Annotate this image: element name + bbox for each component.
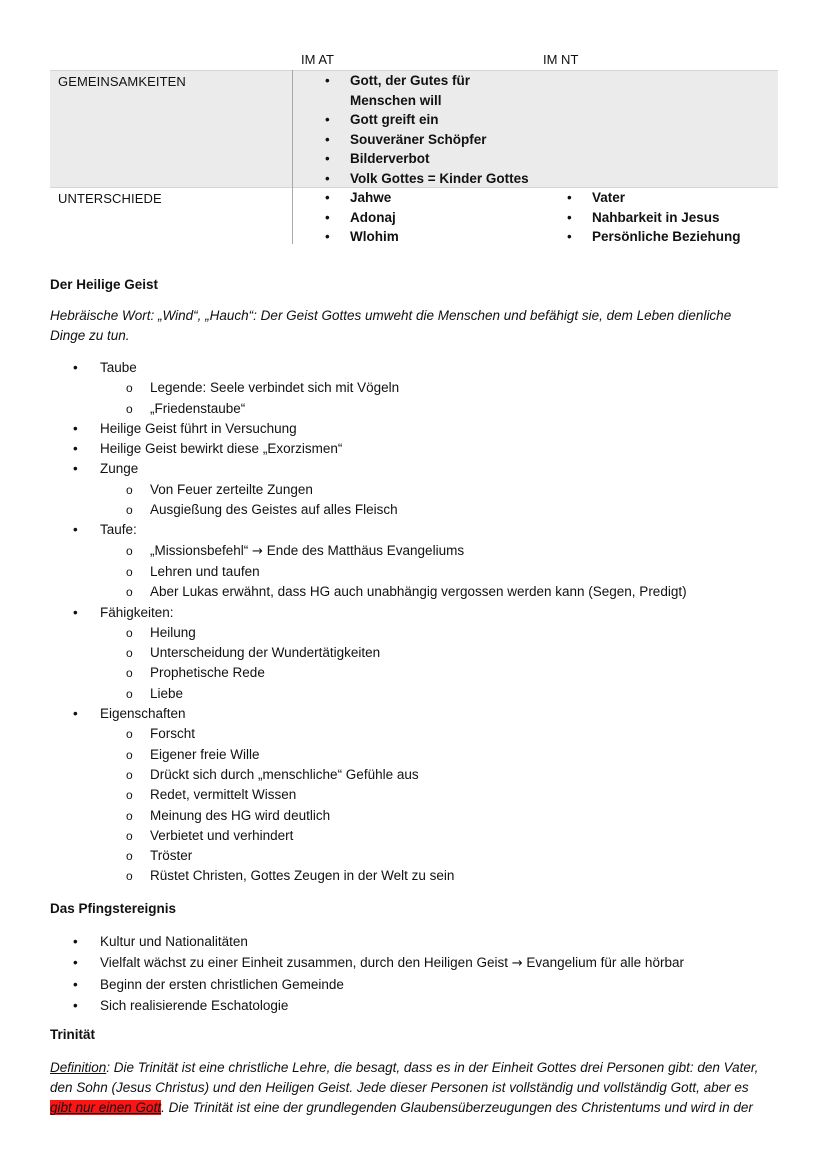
bullet-text: Adonaj: [350, 209, 396, 225]
bullet-marker: •: [73, 604, 78, 620]
table-bullet-item: [562, 227, 772, 247]
bullet-marker: o: [126, 585, 133, 600]
bullet-marker: o: [126, 686, 133, 701]
sub-list-item: [50, 785, 770, 805]
list-item-text: Kultur und Nationalitäten: [100, 934, 248, 949]
bullet-marker: •: [73, 955, 78, 970]
list-item: [50, 931, 770, 952]
definition-text: : Die Trinität ist eine christliche Lehre, die besagt, dass es in der Einheit Gottes drei Personen gibt: den Vater,: [106, 1060, 759, 1075]
table-divider: [292, 70, 293, 244]
list-item-text: Sich realisierende Eschatologie: [100, 998, 289, 1013]
table-bullet-item: [320, 169, 540, 189]
section-title-heiliger-geist: Der Heilige Geist: [50, 277, 159, 292]
bullet-marker: •: [567, 209, 572, 225]
bullet-marker: •: [73, 998, 78, 1013]
list-item: [50, 439, 770, 459]
sub-list-item: [50, 399, 770, 419]
bullet-marker: o: [126, 808, 133, 823]
bullet-marker: •: [325, 131, 330, 147]
table-row-unterschiede: [50, 187, 778, 246]
list-item-text: Eigenschaften: [100, 706, 186, 722]
bullet-marker: •: [73, 706, 78, 722]
geist-intro-line: Dinge zu tun.: [50, 328, 130, 343]
bullet-marker: •: [73, 360, 78, 375]
sub-list-item: [50, 846, 770, 866]
bullet-marker: •: [73, 420, 78, 436]
bullet-marker: •: [73, 977, 78, 992]
bullet-text: Souveräner Schöpfer: [350, 131, 487, 147]
list-item-text: Tröster: [150, 848, 193, 864]
table-bullet-item: [320, 110, 540, 130]
sub-list-item: [50, 765, 770, 785]
list-item-text: Redet, vermittelt Wissen: [150, 787, 297, 803]
list-item-text: Vielfalt wächst zu einer Einheit zusammen, durch den Heiligen Geist → Evangelium für alle hörbar: [100, 955, 684, 971]
trinitaet-line-1: [50, 1058, 780, 1078]
sub-list-item: [50, 806, 770, 826]
list-item-text: Meinung des HG wird deutlich: [150, 807, 331, 823]
bullet-marker: •: [325, 229, 330, 244]
list-item: [50, 952, 770, 974]
table-bullet-item: [320, 208, 540, 228]
list-item-text: „Friedenstaube“: [150, 400, 246, 416]
bullet-marker: •: [325, 73, 330, 88]
table-bullet-item: [320, 71, 540, 91]
bullet-marker: o: [126, 849, 133, 864]
section-title-trinitaet: Trinität: [50, 1027, 96, 1042]
sub-list-item: [50, 541, 770, 562]
list-item-text: Beginn der ersten christlichen Gemeinde: [100, 977, 344, 992]
bullet-marker: •: [325, 209, 330, 225]
list-item: [50, 704, 770, 724]
arrow-icon: →: [252, 543, 263, 559]
bullet-text: Menschen will: [350, 92, 442, 108]
table-bullet-item: [320, 149, 540, 169]
list-item-text: Liebe: [150, 685, 184, 701]
bullet-marker: o: [126, 482, 133, 497]
table-row-gemeinsamkeiten: [50, 70, 778, 187]
table-bullet-item: [320, 130, 540, 150]
sub-list-item: [50, 582, 770, 602]
list-item: [50, 603, 770, 623]
bullet-marker: •: [73, 441, 78, 457]
bullet-marker: •: [567, 190, 572, 205]
bullet-marker: o: [126, 788, 133, 803]
table-bullet-item: [320, 188, 540, 208]
table-bullet-item: [562, 208, 772, 228]
list-item-text: Legende: Seele verbindet sich mit Vögeln: [150, 380, 400, 396]
highlighted-text: gibt nur einen Gott: [50, 1100, 162, 1115]
bullet-marker: o: [126, 828, 133, 843]
bullet-marker: o: [126, 646, 133, 661]
bullet-marker: •: [325, 190, 330, 205]
column-header-nt: IM NT: [543, 52, 579, 67]
list-item-text: Aber Lukas erwähnt, dass HG auch unabhängig vergossen werden kann (Segen, Predigt): [150, 584, 687, 600]
comparison-table: [50, 50, 778, 246]
geist-intro-line: Hebräische Wort: „Wind“, „Hauch“: Der Geist Gottes umweht die Menschen und befähigt sie, dem Leben dienliche: [50, 308, 732, 323]
bullet-marker: o: [126, 666, 133, 681]
trinitaet-definition: [50, 1058, 780, 1118]
list-item: [50, 995, 770, 1016]
bullet-marker: •: [325, 170, 330, 186]
sub-list-item: [50, 643, 770, 663]
bullet-marker: •: [325, 151, 330, 166]
list-item: [50, 358, 770, 378]
bullet-text: Volk Gottes = Kinder Gottes: [350, 170, 529, 186]
row-label: GEMEINSAMKEITEN: [58, 74, 186, 89]
column-header-at: IM AT: [301, 52, 334, 67]
list-item-text: Heilung: [150, 624, 196, 640]
cell-at: [320, 188, 540, 247]
bullet-text: Gott greift ein: [350, 112, 439, 127]
bullet-text: Wlohim: [350, 229, 399, 244]
sub-list-item: [50, 562, 770, 582]
list-item-text: Fähigkeiten:: [100, 604, 174, 620]
sub-list-item: [50, 663, 770, 683]
bullet-marker: •: [73, 934, 78, 949]
geist-intro: [50, 306, 770, 346]
bullet-marker: o: [126, 869, 133, 884]
sub-list-item: [50, 378, 770, 398]
definition-label: Definition: [50, 1060, 107, 1075]
sub-list-item: [50, 623, 770, 643]
bullet-text: Gott, der Gutes für: [350, 73, 471, 88]
bullet-marker: •: [73, 522, 78, 538]
table-bullet-item: [562, 188, 772, 208]
sub-list-item: [50, 745, 770, 765]
trinitaet-line-2: den Sohn (Jesus Christus) und den Heiligen Geist. Jede dieser Personen ist vollständig und vollständig Gott, aber es: [50, 1080, 749, 1095]
bullet-marker: o: [126, 401, 133, 416]
list-item-text: Drückt sich durch „menschliche“ Gefühle aus: [150, 766, 419, 782]
bullet-marker: o: [126, 564, 133, 579]
list-item-text: Heilige Geist führt in Versuchung: [100, 420, 297, 436]
bullet-marker: •: [567, 229, 572, 244]
definition-text: . Die Trinität ist eine der grundlegenden Glaubensüberzeugungen des Christentums und wird in der: [161, 1100, 753, 1115]
sub-list-item: [50, 826, 770, 846]
bullet-marker: o: [126, 625, 133, 640]
list-item: [50, 419, 770, 439]
geist-list: [50, 358, 770, 887]
sub-list-item: [50, 724, 770, 744]
trinitaet-line-3: [50, 1098, 780, 1118]
list-item-text: Forscht: [150, 726, 196, 742]
bullet-marker: o: [126, 727, 133, 742]
sub-list-item: [50, 684, 770, 704]
bullet-marker: o: [126, 543, 133, 558]
list-item-text: Zunge: [100, 461, 139, 477]
list-item: [50, 520, 770, 540]
bullet-marker: •: [73, 461, 78, 477]
arrow-icon: →: [511, 956, 523, 971]
list-item-text: Taufe:: [100, 522, 137, 538]
bullet-marker: o: [126, 767, 133, 782]
list-item-text: Unterscheidung der Wundertätigkeiten: [150, 645, 381, 661]
pfingst-list: [50, 931, 770, 1016]
sub-list-item: [50, 480, 770, 500]
list-item-text: Lehren und taufen: [150, 563, 260, 579]
list-item-text: Von Feuer zerteilte Zungen: [150, 481, 313, 497]
list-item-text: Rüstet Christen, Gottes Zeugen in der Welt zu sein: [150, 868, 455, 884]
bullet-text: Vater: [592, 190, 626, 205]
row-label: UNTERSCHIEDE: [58, 191, 162, 206]
list-item-text: Eigener freie Wille: [150, 746, 260, 762]
list-item: [50, 974, 770, 995]
list-item-text: Ausgießung des Geistes auf alles Fleisch: [150, 502, 398, 518]
bullet-marker: •: [325, 112, 330, 127]
bullet-marker: o: [126, 747, 133, 762]
table-bullet-item: [320, 227, 540, 247]
list-item-text: Taube: [100, 360, 137, 375]
list-item-text: Prophetische Rede: [150, 665, 265, 681]
sub-list-item: [50, 866, 770, 886]
list-item: [50, 459, 770, 479]
cell-at: [320, 71, 540, 188]
bullet-text: Persönliche Beziehung: [592, 229, 741, 244]
sub-list-item: [50, 500, 770, 520]
bullet-text: Bilderverbot: [350, 151, 430, 166]
table-bullet-item: [320, 91, 540, 111]
section-title-pfingstereignis: Das Pfingstereignis: [50, 901, 177, 916]
bullet-text: Jahwe: [350, 190, 392, 205]
list-item-text: Verbietet und verhindert: [150, 827, 294, 843]
table-header: [50, 50, 778, 70]
list-item-text: Heilige Geist bewirkt diese „Exorzismen“: [100, 441, 343, 457]
bullet-text: Nahbarkeit in Jesus: [592, 209, 720, 225]
cell-nt: [562, 188, 772, 247]
bullet-marker: o: [126, 503, 133, 518]
bullet-marker: o: [126, 381, 133, 396]
list-item-text: „Missionsbefehl“ → Ende des Matthäus Evangeliums: [150, 542, 465, 559]
